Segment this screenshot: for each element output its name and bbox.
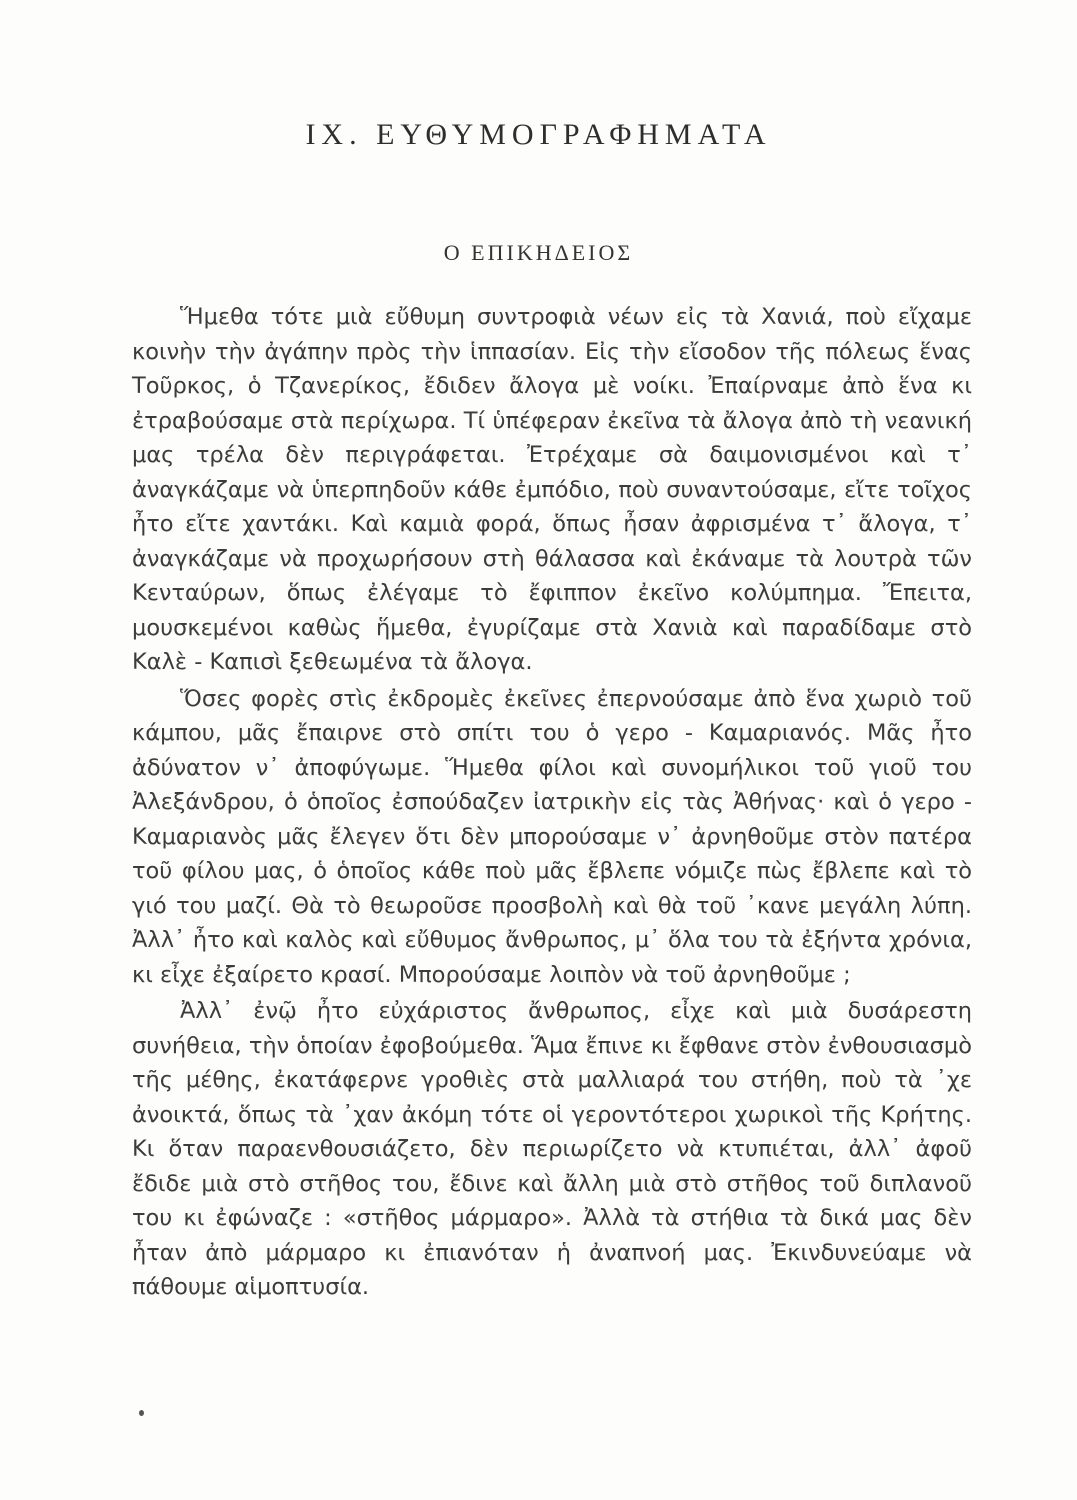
chapter-title: IX. ΕΥΘΥΜΟΓΡΑΦΗΜΑΤΑ [305, 118, 772, 151]
section-title: Ο ΕΠΙΚΗΔΕΙΟΣ [443, 240, 634, 265]
body-text [132, 300, 972, 1305]
paragraph: Ἥμεθα τότε μιὰ εὔθυμη συντροφιὰ νέων εἰς τὰ Χανιά, ποὺ εἴχαμε κοινὴν τὴν ἀγάπην πρὸς τὴν ἱππασίαν. Εἰς τὴν εἴσοδον τῆς πόλεως ἕνας Τοῦρκος, ὁ Τζανερίκος, ἔδιδεν ἄλογα μὲ νοίκι. Ἐπαίρναμε ἀπὸ ἕνα κι ἐτραβούσαμε στὰ περίχωρα. Τί ὑπέφεραν ἐκεῖνα τὰ ἄλογα ἀπὸ τὴ νεανική μας τρέλα δὲν περιγράφεται. Ἐτρέχαμε σὰ δαιμονισμένοι καὶ τ᾽ ἀναγκάζαμε νὰ ὑπερπηδοῦν κάθε ἐμπόδιο, ποὺ συναντούσαμε, εἴτε τοῖχος ἦτο εἴτε χαντάκι. Καὶ καμιὰ φορά, ὅπως ἦσαν ἀφρισμένα τ᾽ ἄλογα, τ᾽ ἀναγκάζαμε νὰ προχωρήσουν στὴ θάλασσα καὶ ἐκάναμε τὰ λουτρὰ τῶν Κενταύρων, ὅπως ἐλέγαμε τὸ ἔφιππον ἐκεῖνο κολύμπημα. Ἔπειτα, μουσκεμένοι καθὼς ἥμεθα, ἐγυρίζαμε στὰ Χανιὰ καὶ παραδίδαμε στὸ Καλὲ - Καπισὶ ξεθεωμένα τὰ ἄλογα. [132, 304, 972, 675]
paragraph: Ἀλλ᾽ ἐνῷ ἦτο εὐχάριστος ἄνθρωπος, εἶχε καὶ μιὰ δυσάρεστη συνήθεια, τὴν ὁποίαν ἐφοβούμεθα. Ἅμα ἔπινε κι ἔφθανε στὸν ἐνθουσιασμὸ τῆς μέθης, ἐκατάφερνε γροθιὲς στὰ μαλλιαρά του στήθη, ποὺ τὰ ᾽χε ἀνοικτά, ὅπως τὰ ᾽χαν ἀκόμη τότε οἱ γεροντότεροι χωρικοὶ τῆς Κρήτης. Κι ὅταν παραενθουσιάζετο, δὲν περιωρίζετο νὰ κτυπιέται, ἀλλ᾽ ἀφοῦ ἔδιδε μιὰ στὸ στῆθος του, ἔδινε καὶ ἄλλη μιὰ στὸ στῆθος τοῦ διπλανοῦ του κι ἐφώναζε : «στῆθος μάρμαρο». Ἀλλὰ τὰ στήθια τὰ δικά μας δὲν ἦταν ἀπὸ μάρμαρο κι ἐπιανόταν ἡ ἀναπνοή μας. Ἐκινδυνεύαμε νὰ πάθουμε αἱμοπτυσία. [132, 998, 972, 1300]
ink-mark [139, 1410, 144, 1416]
paragraph: Ὅσες φορὲς στὶς ἐκδρομὲς ἐκεῖνες ἐπερνούσαμε ἀπὸ ἕνα χωριὸ τοῦ κάμπου, μᾶς ἔπαιρνε στὸ σπίτι του ὁ γερο - Καμαριανός. Μᾶς ἦτο ἀδύνατον ν᾽ ἀποφύγωμε. Ἥμεθα φίλοι καὶ συνομήλικοι τοῦ γιοῦ του Ἀλεξάνδρου, ὁ ὁποῖος ἐσπούδαζεν ἰατρικὴν εἰς τὰς Ἀθήνας· καὶ ὁ γερο - Καμαριανὸς μᾶς ἔλεγεν ὅτι δὲν μπορούσαμε ν᾽ ἀρνηθοῦμε στὸν πατέρα τοῦ φίλου μας, ὁ ὁποῖος κάθε ποὺ μᾶς ἔβλεπε νόμιζε πὼς ἔβλεπε καὶ τὸ γιό του μαζί. Θὰ τὸ θεωροῦσε προσβολὴ καὶ θὰ τοῦ ᾽κανε μεγάλη λύπη. Ἀλλ᾽ ἦτο καὶ καλὸς καὶ εὔθυμος ἄνθρωπος, μ᾽ ὅλα του τὰ ἐξήντα χρόνια, κι εἶχε ἐξαίρετο κρασί. Μπορούσαμε λοιπὸν νὰ τοῦ ἀρνηθοῦμε ; [132, 685, 972, 988]
